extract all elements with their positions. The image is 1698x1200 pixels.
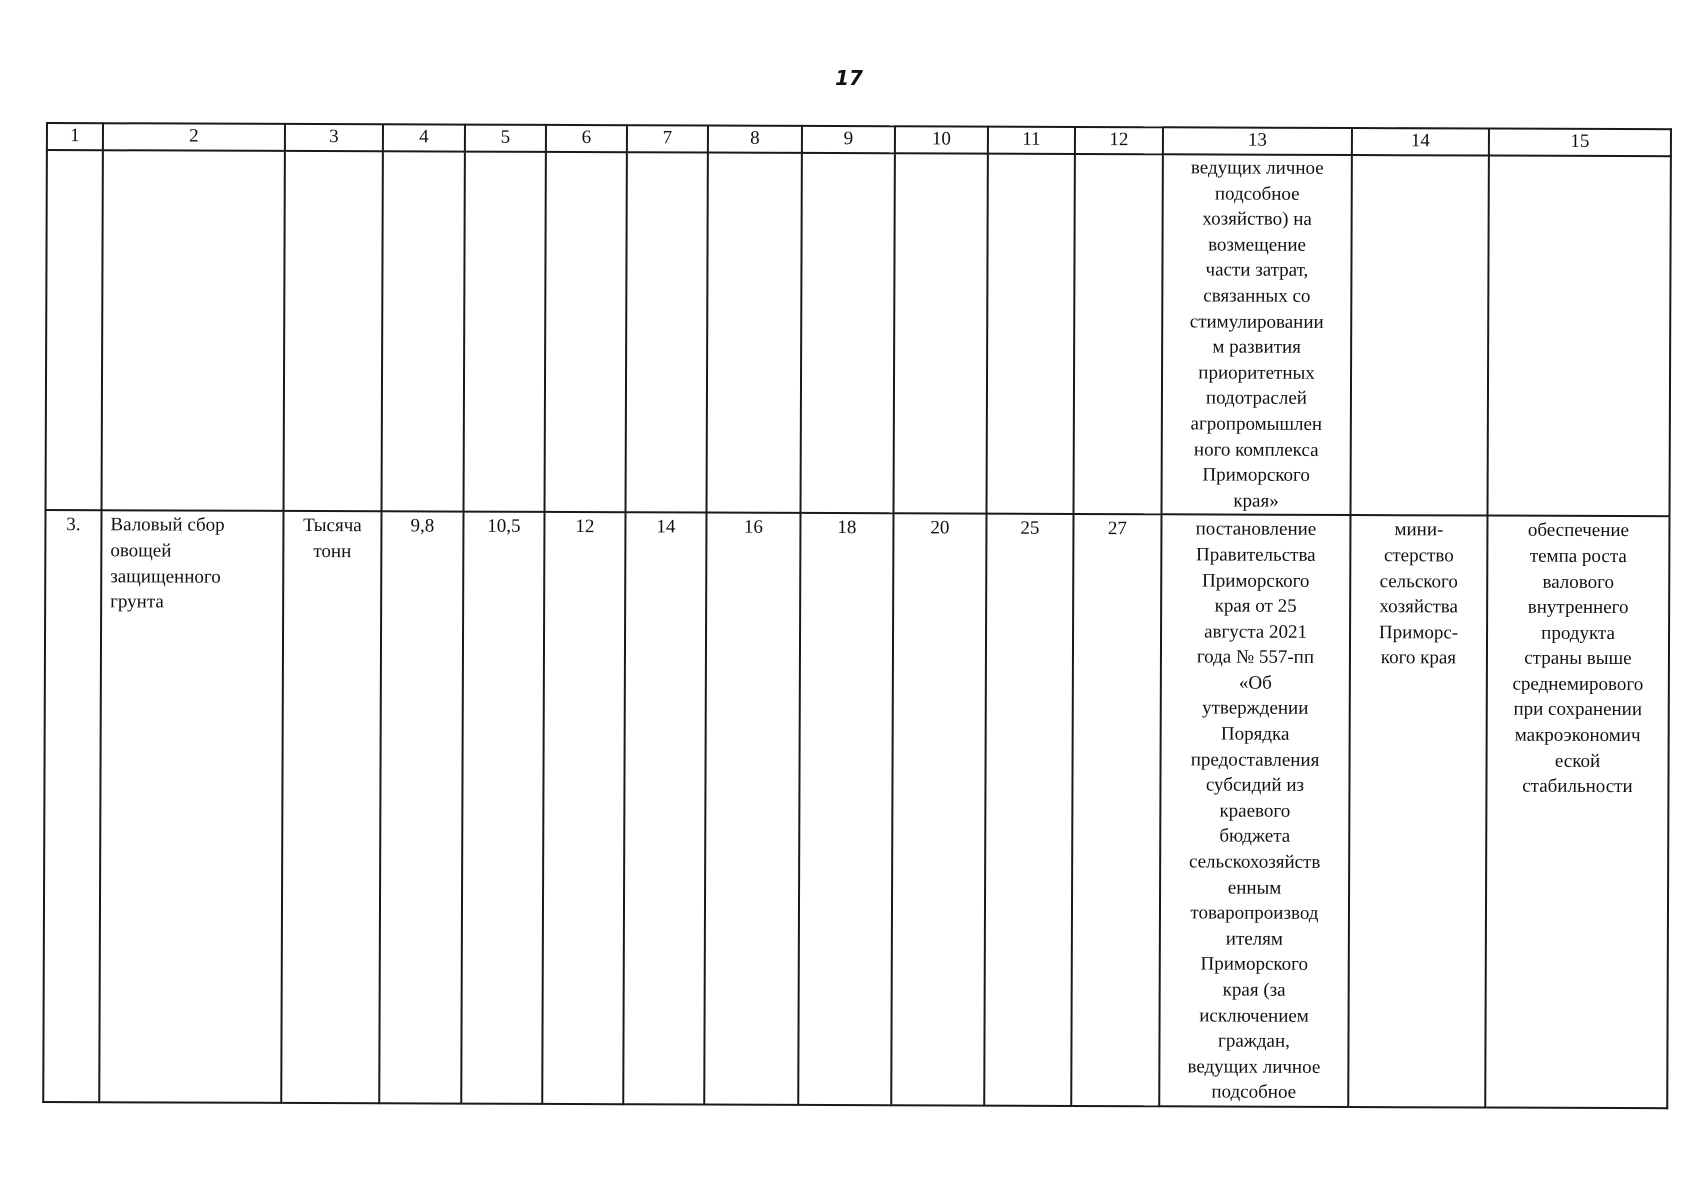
text-line: ведущих личное — [1190, 157, 1324, 179]
text-line: края от 25 — [1214, 595, 1297, 617]
text-line: субсидий из — [1205, 774, 1305, 797]
responsible-body-cell — [1348, 515, 1487, 1108]
text-line: края (за — [1222, 979, 1286, 1001]
legal-document-cell — [1159, 515, 1350, 1108]
continued-document-cell — [1162, 154, 1352, 515]
text-line: тонн — [313, 540, 352, 563]
text-line: постановление — [1195, 518, 1317, 541]
empty-cell — [464, 152, 546, 513]
value-cell: 10,5 — [461, 512, 544, 1104]
header-cell: 3 — [285, 124, 383, 151]
continuation-row — [46, 150, 1671, 517]
header-cell: 5 — [465, 125, 546, 152]
table-row — [43, 510, 1669, 1108]
page-number: 17 — [835, 66, 863, 90]
text-line: Валовый сбор — [110, 514, 225, 537]
text-line: стимулировании — [1189, 310, 1324, 333]
indicators-table — [42, 122, 1672, 1110]
text-line: мини- — [1394, 519, 1444, 541]
text-line: Приморского — [1200, 953, 1309, 976]
empty-cell — [801, 153, 895, 514]
text-line: края» — [1233, 490, 1279, 512]
empty-cell — [284, 151, 383, 512]
header-cell: 12 — [1075, 127, 1163, 154]
text-line: Правительства — [1196, 544, 1316, 566]
empty-cell — [626, 152, 708, 513]
header-cell: 7 — [627, 125, 708, 152]
empty-cell — [382, 151, 465, 512]
header-cell: 4 — [383, 124, 465, 151]
text-line: предоставления — [1190, 749, 1320, 771]
text-line: Приморского — [1202, 464, 1310, 486]
value-cell: 16 — [704, 513, 800, 1105]
text-line: хозяйства — [1379, 596, 1458, 618]
text-line: Приморского — [1201, 569, 1310, 592]
text-line: подотраслей — [1205, 387, 1308, 410]
row-number: 3. — [43, 510, 101, 1102]
text-line: части затрат, — [1205, 259, 1309, 282]
text-line: внутреннего — [1527, 596, 1629, 619]
text-line: бюджета — [1219, 825, 1291, 848]
text-line: «Об — [1238, 672, 1272, 694]
value-cell: 14 — [623, 513, 706, 1105]
header-cell: 13 — [1163, 127, 1352, 155]
text-line: макроэкономич — [1514, 724, 1641, 747]
empty-cell — [987, 154, 1075, 515]
text-line: краевого — [1219, 800, 1291, 822]
text-line: ведущих личное — [1187, 1056, 1321, 1078]
header-cell: 2 — [103, 123, 285, 151]
text-line: граждан, — [1218, 1030, 1290, 1052]
text-line: исключением — [1199, 1005, 1309, 1027]
value-cell: 27 — [1071, 514, 1161, 1106]
text-line: среднемирового — [1512, 673, 1644, 696]
text-line: при сохранении — [1513, 699, 1643, 721]
header-cell: 10 — [895, 126, 988, 153]
text-line: ителям — [1225, 928, 1283, 950]
value-cell: 12 — [542, 512, 625, 1104]
empty-cell — [1350, 155, 1488, 516]
text-line: Порядка — [1220, 723, 1290, 745]
value-cell: 25 — [984, 514, 1073, 1106]
unit-of-measure — [281, 511, 381, 1103]
value-cell: 18 — [798, 513, 893, 1105]
text-line: овощей — [110, 540, 172, 562]
value-cell: 20 — [891, 514, 986, 1106]
text-line: м развития — [1212, 336, 1301, 358]
text-line: темпа роста — [1529, 545, 1627, 567]
text-line: приоритетных — [1198, 362, 1315, 384]
empty-cell — [545, 152, 627, 513]
text-line: года № 557-пп — [1196, 646, 1315, 669]
text-line: валового — [1542, 571, 1615, 593]
header-cell: 9 — [802, 126, 895, 153]
header-cell: 14 — [1352, 128, 1489, 156]
empty-cell — [102, 150, 285, 511]
text-line: защищенного — [110, 565, 221, 588]
text-line: ного комплекса — [1193, 438, 1319, 461]
text-line: страны выше — [1524, 647, 1632, 670]
value-cell: 9,8 — [379, 512, 463, 1104]
text-line: стабильности — [1522, 775, 1633, 798]
text-line: кого края — [1380, 647, 1457, 669]
text-line: подсобное — [1211, 1081, 1297, 1104]
text-line: еской — [1554, 750, 1601, 772]
text-line: стерство — [1383, 545, 1454, 567]
text-line: подсобное — [1214, 183, 1300, 205]
text-line: сельского — [1379, 570, 1458, 592]
text-line: Приморс- — [1378, 621, 1459, 644]
text-line: Тысяча — [303, 515, 362, 537]
empty-cell — [1487, 156, 1670, 517]
header-cell: 8 — [708, 126, 802, 153]
text-line: возмещение — [1208, 234, 1307, 256]
text-line: хозяйство) на — [1202, 208, 1312, 231]
text-line: товаропроизвод — [1190, 902, 1319, 925]
text-line: агропромышлен — [1190, 413, 1323, 435]
empty-cell — [1074, 154, 1163, 515]
empty-cell — [707, 153, 802, 514]
text-line: сельскохозяйств — [1188, 851, 1321, 873]
text-line: грунта — [110, 591, 164, 613]
text-line: обеспечение — [1527, 520, 1630, 542]
empty-cell — [894, 153, 988, 514]
header-cell: 6 — [546, 125, 627, 152]
text-line: утверждении — [1202, 697, 1309, 720]
goal-cell — [1485, 516, 1669, 1109]
header-cell: 1 — [47, 123, 103, 150]
header-cell: 11 — [988, 127, 1075, 154]
empty-cell — [46, 150, 103, 511]
header-cell: 15 — [1489, 129, 1671, 157]
text-line: енным — [1227, 877, 1282, 899]
text-line: связанных со — [1203, 285, 1311, 307]
text-line: продукта — [1541, 622, 1615, 644]
text-line: августа 2021 — [1204, 621, 1308, 643]
indicator-name — [99, 511, 283, 1104]
